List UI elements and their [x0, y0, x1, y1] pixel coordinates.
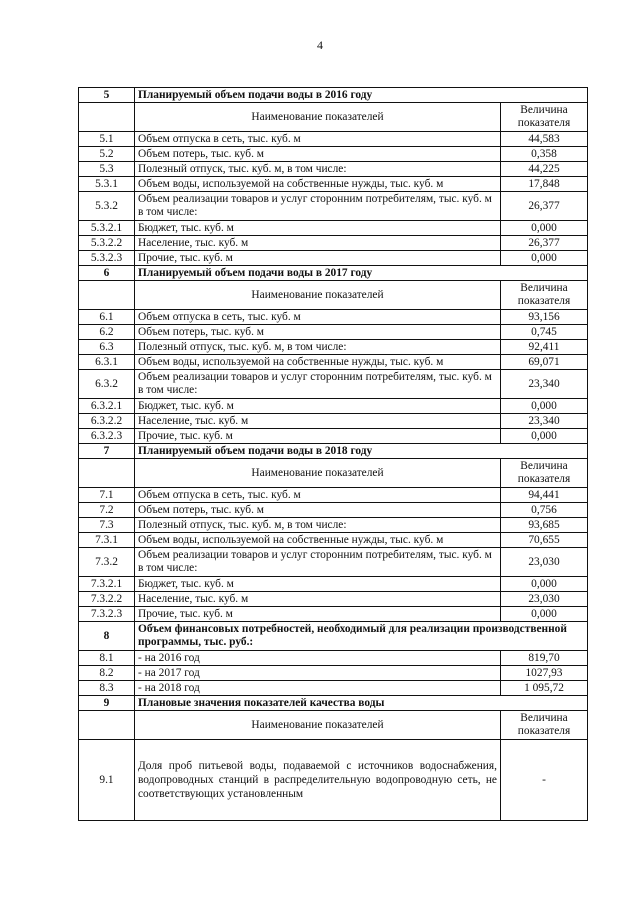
column-header-row	[79, 103, 588, 132]
row-name: Объем реализации товаров и услуг сторонним потребителям, тыс. куб. м в том числе:	[135, 548, 501, 577]
column-header-number	[79, 103, 135, 132]
row-value: 1027,93	[501, 666, 588, 681]
row-number: 8.2	[79, 666, 135, 681]
row-number: 6.2	[79, 325, 135, 340]
row-name: Объем потерь, тыс. куб. м	[135, 503, 501, 518]
column-header-name: Наименование показателей	[135, 281, 501, 310]
page-number: 4	[317, 38, 323, 52]
row-name: Прочие, тыс. куб. м	[135, 607, 501, 622]
row-name: Население, тыс. куб. м	[135, 592, 501, 607]
row-name: Доля проб питьевой воды, подаваемой с источников водоснабжения, водопроводных станций в распределительную водопроводную сеть, не соответствующих установленным	[135, 740, 501, 821]
table-row	[79, 577, 588, 592]
row-name: Объем реализации товаров и услуг сторонним потребителям, тыс. куб. м в том числе:	[135, 192, 501, 221]
row-number: 7.3	[79, 518, 135, 533]
row-value: 70,655	[501, 533, 588, 548]
row-number: 5.3.1	[79, 177, 135, 192]
table-row	[79, 666, 588, 681]
row-number: 5.3.2.1	[79, 221, 135, 236]
table-row	[79, 533, 588, 548]
row-name: Население, тыс. куб. м	[135, 414, 501, 429]
section-title: Планируемый объем подачи воды в 2016 году	[135, 88, 588, 103]
section-header-row	[79, 696, 588, 711]
row-name: Бюджет, тыс. куб. м	[135, 577, 501, 592]
row-number: 6.3.2.1	[79, 399, 135, 414]
table-row	[79, 177, 588, 192]
row-value: 44,583	[501, 132, 588, 147]
row-name: Объем воды, используемой на собственные нужды, тыс. куб. м	[135, 355, 501, 370]
row-name: - на 2016 год	[135, 651, 501, 666]
section-number: 9	[79, 696, 135, 711]
table-row	[79, 370, 588, 399]
row-value: 819,70	[501, 651, 588, 666]
row-value: 26,377	[501, 236, 588, 251]
row-value: 44,225	[501, 162, 588, 177]
row-value: 0,000	[501, 221, 588, 236]
row-name: Объем отпуска в сеть, тыс. куб. м	[135, 488, 501, 503]
row-value: 0,000	[501, 607, 588, 622]
row-name: - на 2017 год	[135, 666, 501, 681]
column-header-name: Наименование показателей	[135, 459, 501, 488]
row-value: 92,411	[501, 340, 588, 355]
section-header-row	[79, 444, 588, 459]
table-row	[79, 488, 588, 503]
row-number: 7.2	[79, 503, 135, 518]
row-name: Объем реализации товаров и услуг сторонним потребителям, тыс. куб. м в том числе:	[135, 370, 501, 399]
column-header-number	[79, 711, 135, 740]
row-number: 5.3.2.3	[79, 251, 135, 266]
table-row	[79, 429, 588, 444]
column-header-number	[79, 281, 135, 310]
row-name: Объем отпуска в сеть, тыс. куб. м	[135, 132, 501, 147]
row-name: Полезный отпуск, тыс. куб. м, в том числе:	[135, 340, 501, 355]
column-header-value: Величина показателя	[501, 459, 588, 488]
row-value: 0,745	[501, 325, 588, 340]
row-value: 0,000	[501, 577, 588, 592]
table-body	[79, 88, 588, 821]
row-name: Полезный отпуск, тыс. куб. м, в том числе:	[135, 162, 501, 177]
row-value: 0,756	[501, 503, 588, 518]
row-number: 7.3.2.1	[79, 577, 135, 592]
column-header-name: Наименование показателей	[135, 103, 501, 132]
column-header-value: Величина показателя	[501, 103, 588, 132]
table-row	[79, 132, 588, 147]
section-number: 7	[79, 444, 135, 459]
row-name: Объем воды, используемой на собственные нужды, тыс. куб. м	[135, 533, 501, 548]
row-name: Объем потерь, тыс. куб. м	[135, 147, 501, 162]
row-name: Прочие, тыс. куб. м	[135, 429, 501, 444]
row-number: 6.3.2.3	[79, 429, 135, 444]
section-title: Объем финансовых потребностей, необходимый для реализации производственной программы, тыс. руб.:	[135, 622, 588, 651]
row-name: Объем потерь, тыс. куб. м	[135, 325, 501, 340]
table-row	[79, 147, 588, 162]
row-value: 93,156	[501, 310, 588, 325]
section-title: Планируемый объем подачи воды в 2017 году	[135, 266, 588, 281]
row-value: 26,377	[501, 192, 588, 221]
section-header-row	[79, 622, 588, 651]
row-number: 7.3.2.2	[79, 592, 135, 607]
table-row	[79, 651, 588, 666]
row-number: 7.3.2	[79, 548, 135, 577]
table-row	[79, 192, 588, 221]
row-value: 69,071	[501, 355, 588, 370]
table-row	[79, 310, 588, 325]
table-row	[79, 251, 588, 266]
row-name: - на 2018 год	[135, 681, 501, 696]
table-row	[79, 399, 588, 414]
section-title: Плановые значения показателей качества воды	[135, 696, 588, 711]
row-number: 5.3.2.2	[79, 236, 135, 251]
row-value: 1 095,72	[501, 681, 588, 696]
section-title: Планируемый объем подачи воды в 2018 году	[135, 444, 588, 459]
row-number: 8.3	[79, 681, 135, 696]
production-program-table	[78, 87, 588, 821]
table-row	[79, 503, 588, 518]
row-value: 0,000	[501, 399, 588, 414]
column-header-number	[79, 459, 135, 488]
table-row	[79, 221, 588, 236]
column-header-row	[79, 281, 588, 310]
row-name: Полезный отпуск, тыс. куб. м, в том числе:	[135, 518, 501, 533]
row-number: 7.1	[79, 488, 135, 503]
table-row	[79, 740, 588, 821]
table-row	[79, 681, 588, 696]
section-number: 5	[79, 88, 135, 103]
row-number: 6.3.2	[79, 370, 135, 399]
row-name: Население, тыс. куб. м	[135, 236, 501, 251]
row-value: 23,030	[501, 548, 588, 577]
row-value: 0,000	[501, 251, 588, 266]
row-number: 6.3.2.2	[79, 414, 135, 429]
row-value: 17,848	[501, 177, 588, 192]
section-number: 8	[79, 622, 135, 651]
row-value: 0,358	[501, 147, 588, 162]
column-header-value: Величина показателя	[501, 711, 588, 740]
column-header-row	[79, 711, 588, 740]
row-number: 6.1	[79, 310, 135, 325]
row-value: 0,000	[501, 429, 588, 444]
table-row	[79, 548, 588, 577]
column-header-row	[79, 459, 588, 488]
row-value: 94,441	[501, 488, 588, 503]
section-header-row	[79, 266, 588, 281]
row-name: Объем отпуска в сеть, тыс. куб. м	[135, 310, 501, 325]
row-number: 6.3	[79, 340, 135, 355]
row-name: Объем воды, используемой на собственные нужды, тыс. куб. м	[135, 177, 501, 192]
row-number: 7.3.1	[79, 533, 135, 548]
table-row	[79, 607, 588, 622]
table-row	[79, 340, 588, 355]
row-value: 23,340	[501, 370, 588, 399]
table-row	[79, 325, 588, 340]
row-value: -	[501, 740, 588, 821]
row-value: 23,030	[501, 592, 588, 607]
table-row	[79, 162, 588, 177]
column-header-name: Наименование показателей	[135, 711, 501, 740]
row-number: 5.2	[79, 147, 135, 162]
row-name: Прочие, тыс. куб. м	[135, 251, 501, 266]
table-row	[79, 518, 588, 533]
table-row	[79, 236, 588, 251]
row-number: 9.1	[79, 740, 135, 821]
row-number: 8.1	[79, 651, 135, 666]
table-row	[79, 414, 588, 429]
row-number: 5.3.2	[79, 192, 135, 221]
table-row	[79, 355, 588, 370]
section-header-row	[79, 88, 588, 103]
section-number: 6	[79, 266, 135, 281]
row-number: 5.3	[79, 162, 135, 177]
row-name: Бюджет, тыс. куб. м	[135, 399, 501, 414]
table-row	[79, 592, 588, 607]
row-name: Бюджет, тыс. куб. м	[135, 221, 501, 236]
column-header-value: Величина показателя	[501, 281, 588, 310]
row-number: 7.3.2.3	[79, 607, 135, 622]
row-number: 6.3.1	[79, 355, 135, 370]
row-number: 5.1	[79, 132, 135, 147]
row-value: 93,685	[501, 518, 588, 533]
row-value: 23,340	[501, 414, 588, 429]
